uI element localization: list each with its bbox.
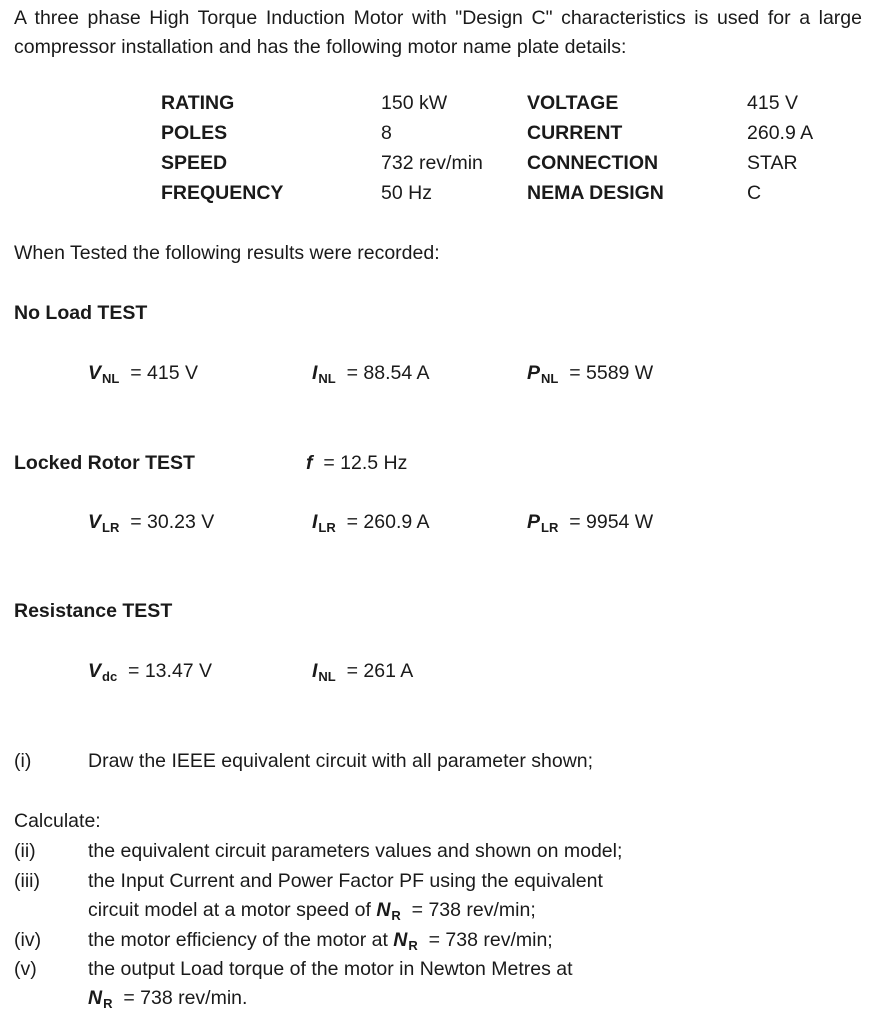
locked-rotor-heading: Locked Rotor TEST (14, 452, 195, 474)
resistance-voltage: $V_{dc} = 13.47$ V (88, 660, 213, 684)
question-number: (iii) (14, 870, 40, 892)
question-text: circuit model at a motor speed of $N_R = 738$ rev/min; (88, 899, 536, 923)
question-text: the output Load torque of the motor in Newton Metres at (88, 958, 573, 980)
no-load-voltage: $V_{NL} = 415$ V (88, 362, 198, 386)
question-text: Draw the IEEE equivalent circuit with all parameter shown; (88, 750, 594, 772)
no-load-heading: No Load TEST (14, 302, 148, 324)
question-number: (iv) (14, 929, 42, 951)
locked-rotor-frequency: f = 12.5 Hz (306, 452, 408, 474)
nameplate-label: RATING (161, 92, 235, 114)
no-load-power: $P_{NL} = 5589$ W (527, 362, 654, 386)
nameplate-value: STAR (747, 152, 798, 174)
nameplate-label: POLES (161, 122, 228, 144)
question-number: (v) (14, 958, 37, 980)
nameplate-label: FREQUENCY (161, 182, 284, 204)
question-text: the equivalent circuit parameters values and shown on model; (88, 840, 623, 862)
nameplate-value: 732 rev/min (381, 152, 483, 174)
calculate-label: Calculate: (14, 810, 101, 832)
nameplate-label: CURRENT (527, 122, 623, 144)
intro-paragraph: A three phase High Torque Induction Motor with "Design C" characteristics is used for a large compressor installation and has the following motor name plate details: (14, 7, 862, 58)
nameplate-value: C (747, 182, 762, 204)
locked-rotor-current: $I_{LR} = 260.9$ A (312, 511, 430, 535)
question-number: (ii) (14, 840, 36, 862)
locked-rotor-power: $P_{LR} = 9954$ W (527, 511, 654, 535)
nameplate-value: 260.9 A (747, 122, 814, 144)
resistance-heading: Resistance TEST (14, 600, 173, 622)
nameplate-value: 415 V (747, 92, 798, 114)
resistance-current: $I_{NL} = 261$ A (312, 660, 414, 684)
nameplate-label: NEMA DESIGN (527, 182, 664, 204)
question-text: the motor efficiency of the motor at $N_R = 738$ rev/min; (88, 929, 553, 953)
question-number: (i) (14, 750, 32, 772)
locked-rotor-voltage: $V_{LR} = 30.23$ V (88, 511, 215, 535)
question-text: $N_R = 738$ rev/min. (88, 987, 248, 1011)
question-text: the Input Current and Power Factor PF using the equivalent (88, 870, 603, 892)
nameplate-value: 50 Hz (381, 182, 432, 204)
nameplate-label: CONNECTION (527, 152, 659, 174)
nameplate-label: SPEED (161, 152, 228, 174)
no-load-current: $I_{NL} = 88.54$ A (312, 362, 430, 386)
nameplate-label: VOLTAGE (527, 92, 619, 114)
nameplate-value: 150 kW (381, 92, 448, 114)
tested-sentence: When Tested the following results were recorded: (14, 242, 440, 264)
nameplate-value: 8 (381, 122, 392, 144)
